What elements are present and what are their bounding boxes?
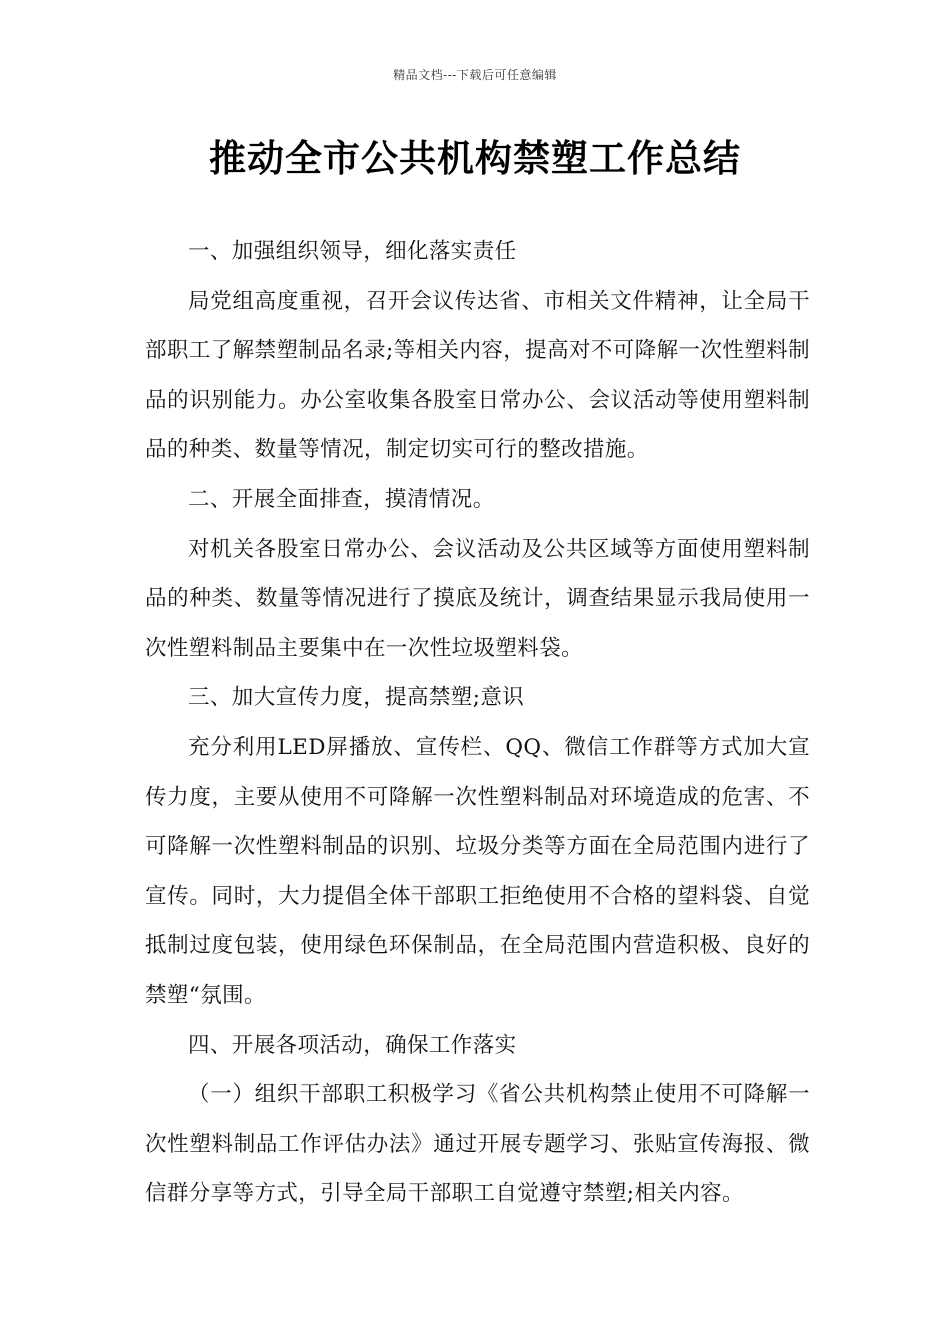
section-heading-1: 一、加强组织领导，细化落实责任 bbox=[188, 239, 517, 264]
section-heading-4: 四、开展各项活动，确保工作落实 bbox=[188, 1032, 517, 1058]
page-header-note: 精品文档---下载后可任意编辑 bbox=[393, 68, 557, 82]
paragraph: 局党组高度重视，召开会议传达省、市相关文件精神，让全局干部职工了解禁塑制品名录;等相关内容，提高对不可降解一次性塑料制品的识别能力。办公室收集各股室日常办公、会议活动等使用塑料制品的种类、数量等情况，制定切实可行的整改措施。 bbox=[145, 288, 810, 463]
paragraph: （一）组织干部职工积极学习《省公共机构禁止使用不可降解一次性塑料制品工作评估办法》通过开展专题学习、张贴宣传海报、微信群分享等方式，引导全局干部职工自觉遵守禁塑;相关内容。 bbox=[145, 1082, 810, 1207]
document-body bbox=[145, 227, 810, 1219]
section-heading-3: 三、加大宣传力度，提高禁塑;意识 bbox=[188, 685, 525, 711]
paragraph: 对机关各股室日常办公、会议活动及公共区域等方面使用塑料制品的种类、数量等情况进行了摸底及统计，调查结果显示我局使用一次性塑料制品主要集中在一次性垃圾塑料袋。 bbox=[145, 536, 810, 661]
section-heading-2: 二、开展全面排查，摸清情况。 bbox=[188, 486, 495, 512]
paragraph: 充分利用LED屏播放、宣传栏、QQ、微信工作群等方式加大宣传力度，主要从使用不可降解一次性塑料制品对环境造成的危害、不可降解一次性塑料制品的识别、垃圾分类等方面在全局范围内进行了宣传。同时，大力提倡全体干部职工拒绝使用不合格的望料袋、自觉抵制过度包装，使用绿色环保制品，在全局范围内营造积极、良好的禁塑“氛围。 bbox=[145, 734, 810, 1008]
document-title: 推动全市公共机构禁塑工作总结 bbox=[209, 137, 741, 180]
